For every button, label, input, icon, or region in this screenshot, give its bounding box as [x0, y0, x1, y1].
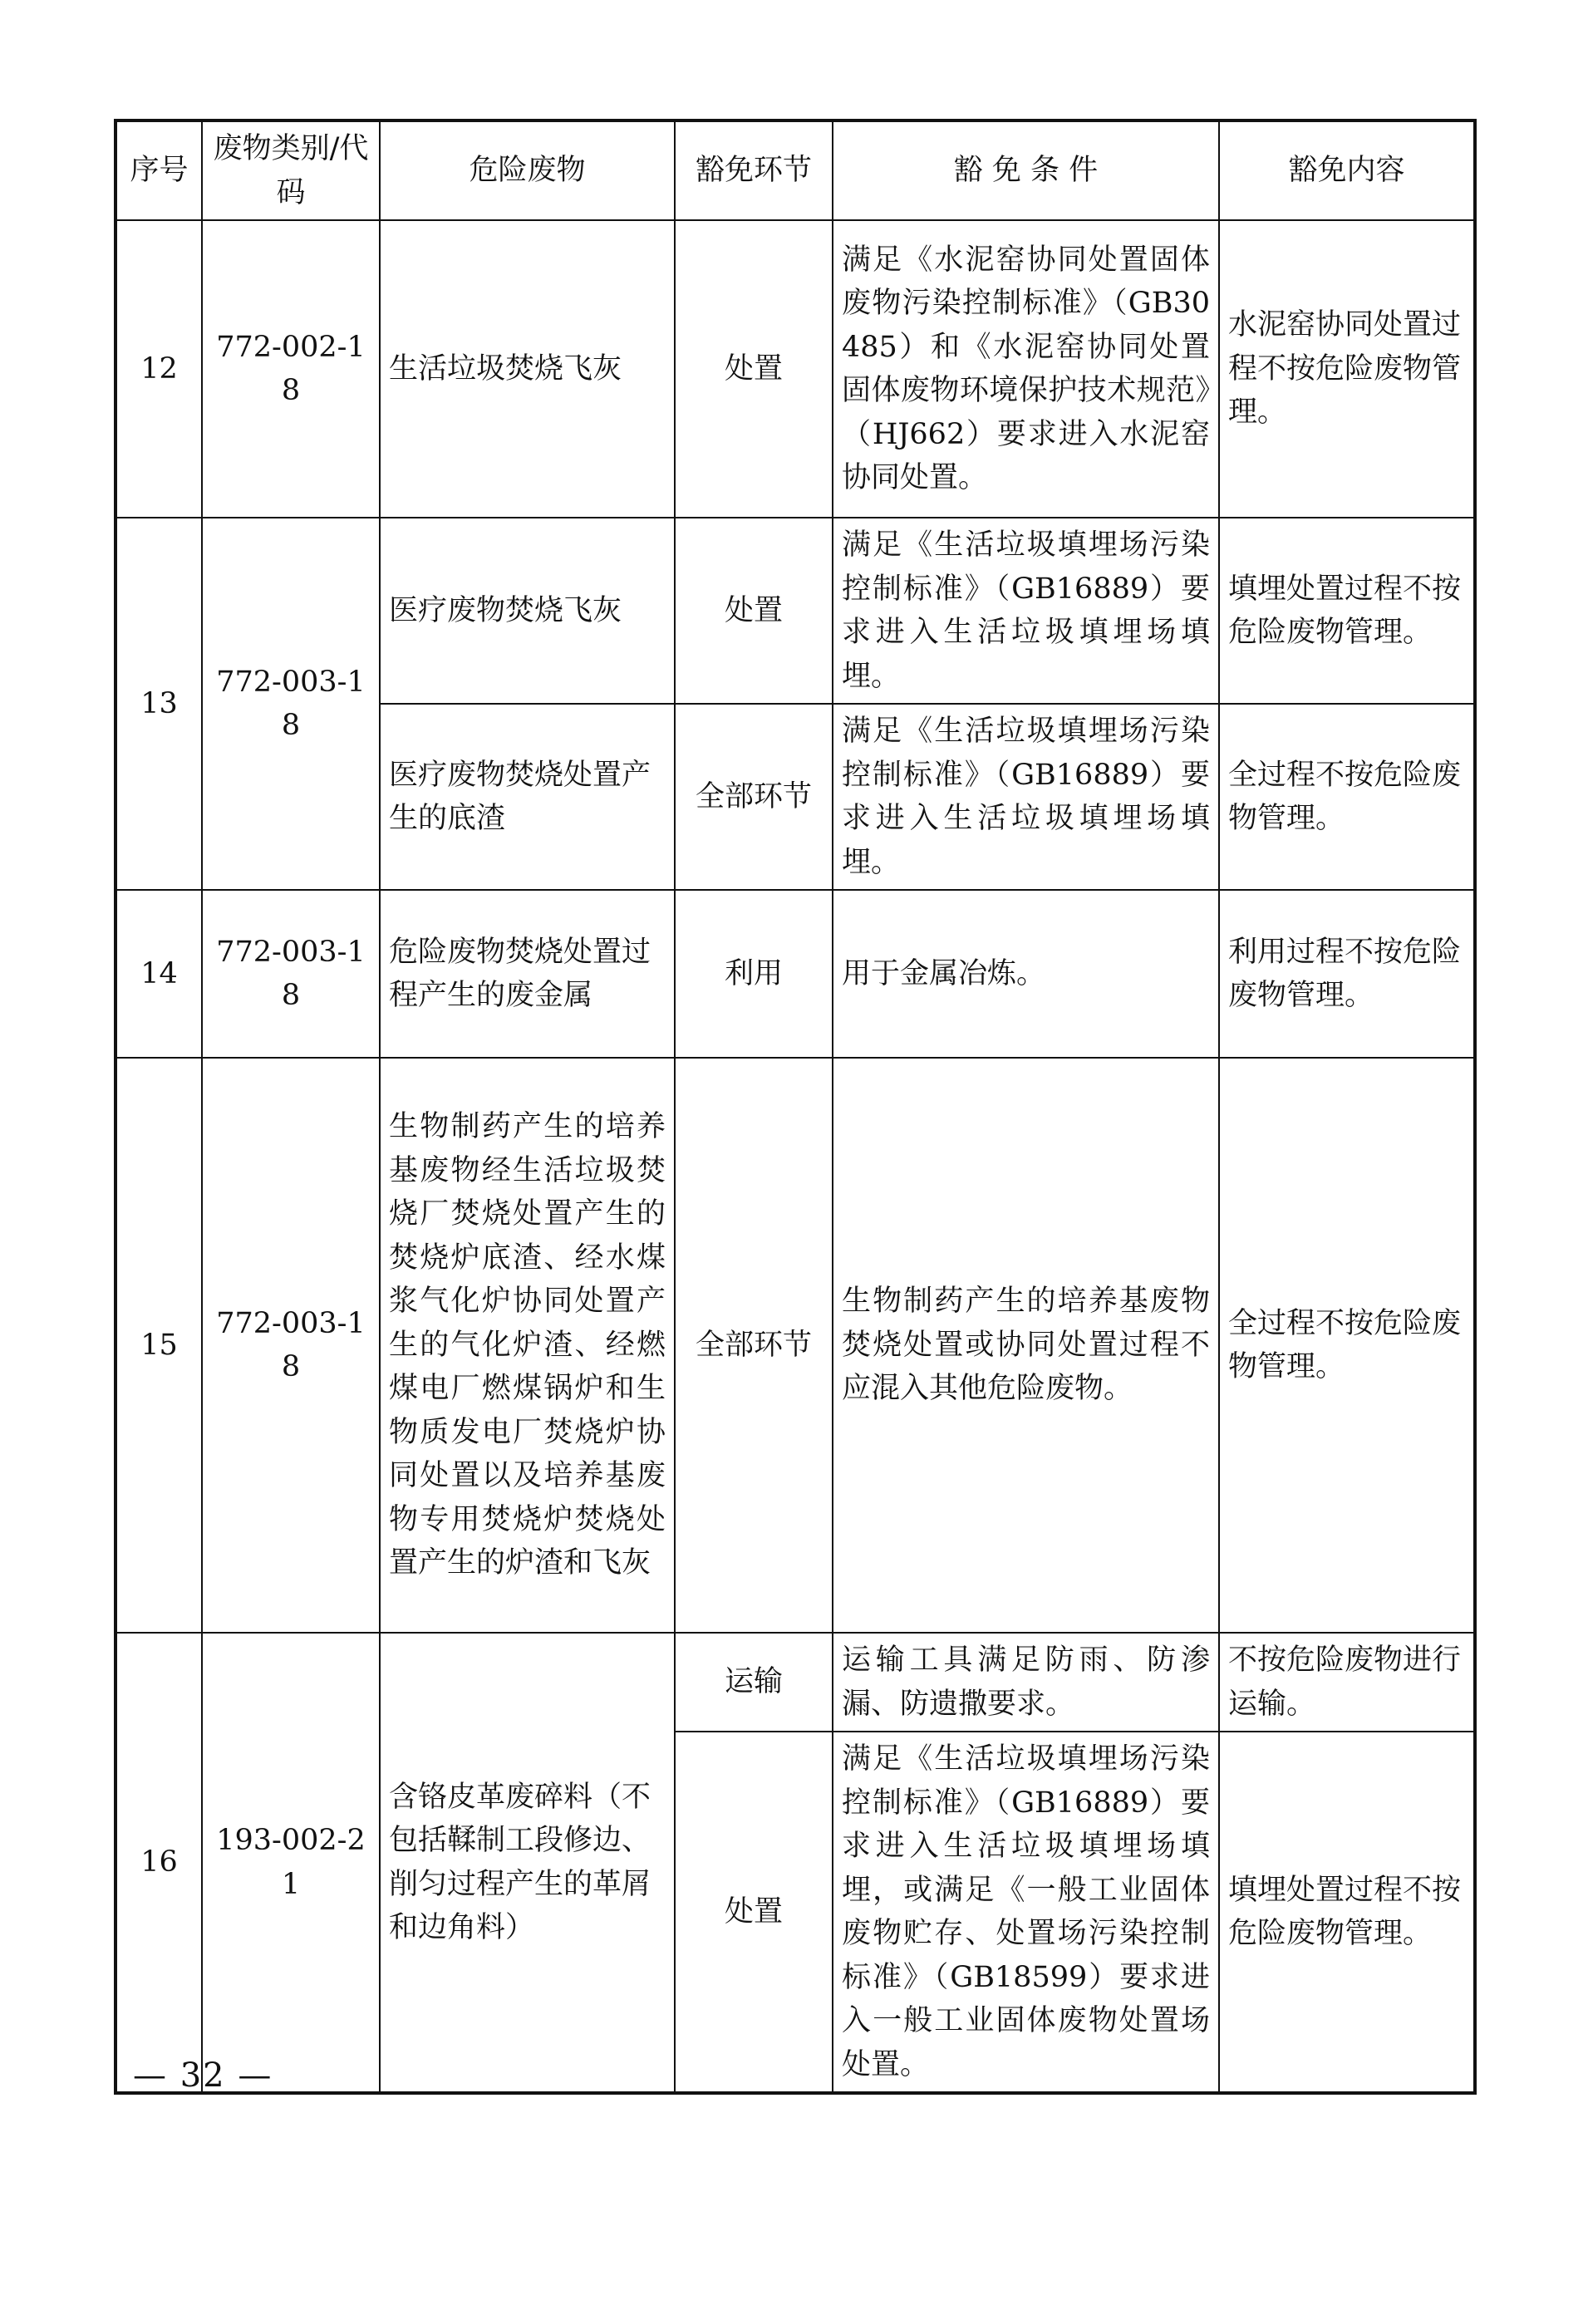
row-content: 填埋处置过程不按危险废物管理。 — [1219, 518, 1475, 704]
row-seq: 16 — [116, 1633, 202, 2093]
row-stage: 全部环节 — [675, 1058, 833, 1633]
row-code: 193-002-21 — [202, 1633, 380, 2093]
row-seq: 14 — [116, 890, 202, 1058]
row-content: 全过程不按危险废物管理。 — [1219, 704, 1475, 890]
exemption-table — [114, 119, 1477, 2095]
header-code: 废物类别/代码 — [202, 120, 380, 220]
row-seq: 13 — [116, 518, 202, 890]
row-stage: 处置 — [675, 518, 833, 704]
page-number: — 32 — — [133, 2056, 273, 2095]
row-stage: 运输 — [675, 1633, 833, 1732]
row-seq: 15 — [116, 1058, 202, 1633]
row-waste: 生活垃圾焚烧飞灰 — [380, 220, 675, 518]
row-condition: 满足《水泥窑协同处置固体废物污染控制标准》（GB30485）和《水泥窑协同处置固体废物环境保护技术规范》（HJ662）要求进入水泥窑协同处置。 — [833, 220, 1219, 518]
row-waste: 含铬皮革废碎料（不包括鞣制工段修边、削匀过程产生的革屑和边角料） — [380, 1633, 675, 2093]
row-condition: 运输工具满足防雨、防渗漏、防遗撒要求。 — [833, 1633, 1219, 1732]
table-row — [116, 890, 1475, 1058]
row-waste: 生物制药产生的培养基废物经生活垃圾焚烧厂焚烧处置产生的焚烧炉底渣、经水煤浆气化炉协同处置产生的气化炉渣、经燃煤电厂燃煤锅炉和生物质发电厂焚烧炉协同处置以及培养基废物专用焚烧炉焚烧处置产生的炉渣和飞灰 — [380, 1058, 675, 1633]
row-code: 772-003-18 — [202, 1058, 380, 1633]
table-row — [116, 220, 1475, 518]
row-stage: 处置 — [675, 1732, 833, 2093]
row-condition: 满足《生活垃圾填埋场污染控制标准》（GB16889）要求进入生活垃圾填埋场填埋，或满足《一般工业固体废物贮存、处置场污染控制标准》（GB18599）要求进入一般工业固体废物处置场处置。 — [833, 1732, 1219, 2093]
row-condition: 生物制药产生的培养基废物焚烧处置或协同处置过程不应混入其他危险废物。 — [833, 1058, 1219, 1633]
row-content: 填埋处置过程不按危险废物管理。 — [1219, 1732, 1475, 2093]
table-row — [116, 1058, 1475, 1633]
row-content: 不按危险废物进行运输。 — [1219, 1633, 1475, 1732]
row-code: 772-003-18 — [202, 890, 380, 1058]
row-condition: 用于金属冶炼。 — [833, 890, 1219, 1058]
table-row — [116, 518, 1475, 704]
row-waste: 医疗废物焚烧处置产生的底渣 — [380, 704, 675, 890]
header-content: 豁免内容 — [1219, 120, 1475, 220]
row-code: 772-002-18 — [202, 220, 380, 518]
header-condition: 豁 免 条 件 — [833, 120, 1219, 220]
row-content: 水泥窑协同处置过程不按危险废物管理。 — [1219, 220, 1475, 518]
header-seq: 序号 — [116, 120, 202, 220]
row-stage: 利用 — [675, 890, 833, 1058]
row-content: 利用过程不按危险废物管理。 — [1219, 890, 1475, 1058]
header-waste: 危险废物 — [380, 120, 675, 220]
row-condition: 满足《生活垃圾填埋场污染控制标准》（GB16889）要求进入生活垃圾填埋场填埋。 — [833, 518, 1219, 704]
row-stage: 处置 — [675, 220, 833, 518]
row-stage: 全部环节 — [675, 704, 833, 890]
row-code: 772-003-18 — [202, 518, 380, 890]
row-condition: 满足《生活垃圾填埋场污染控制标准》（GB16889）要求进入生活垃圾填埋场填埋。 — [833, 704, 1219, 890]
table-header-row — [116, 120, 1475, 220]
row-content: 全过程不按危险废物管理。 — [1219, 1058, 1475, 1633]
table-row — [116, 1633, 1475, 1732]
row-waste: 医疗废物焚烧飞灰 — [380, 518, 675, 704]
row-seq: 12 — [116, 220, 202, 518]
header-stage: 豁免环节 — [675, 120, 833, 220]
row-waste: 危险废物焚烧处置过程产生的废金属 — [380, 890, 675, 1058]
